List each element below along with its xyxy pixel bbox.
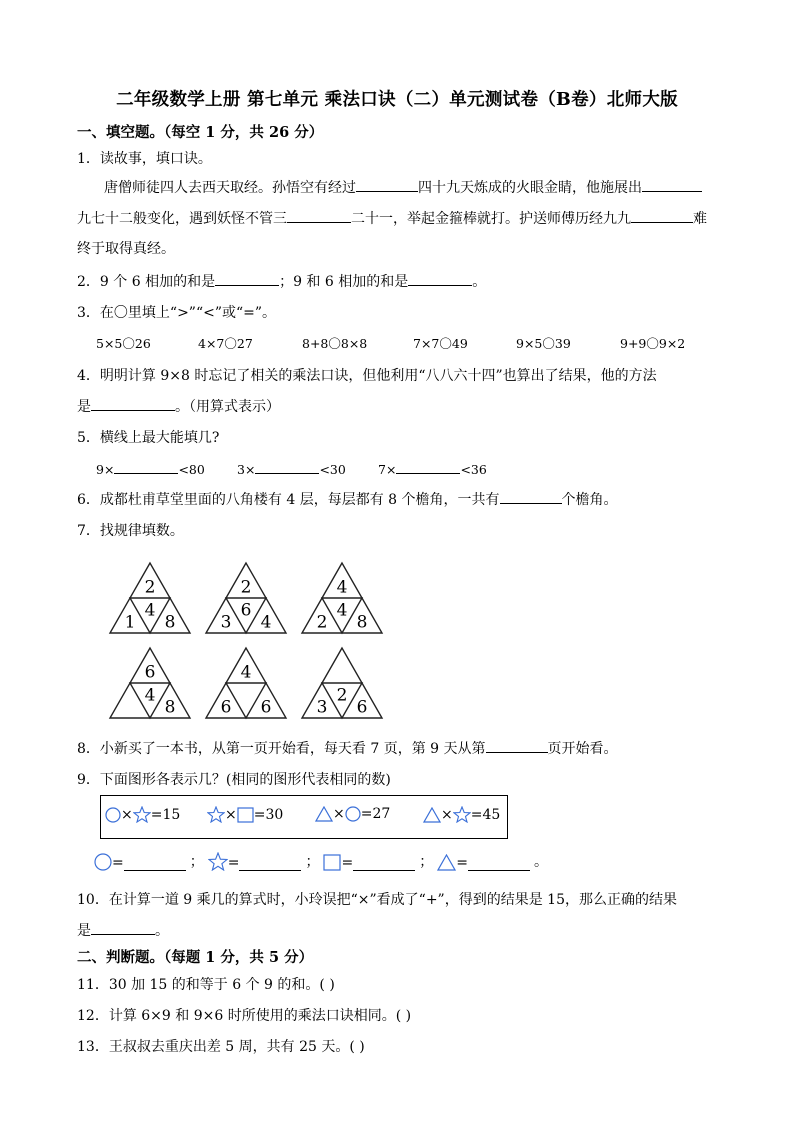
equals-sign: = — [456, 855, 468, 871]
square-icon — [237, 807, 254, 823]
q3-item-5[interactable]: 9×5〇39 — [516, 336, 571, 351]
triangle-icon — [437, 854, 456, 871]
q4-text-a: 是 — [77, 399, 91, 415]
q3-item-2[interactable]: 4×7〇27 — [198, 336, 253, 351]
number-triangle — [206, 648, 286, 718]
triangle-number-mid: 4 — [336, 600, 348, 621]
equation-1 — [105, 806, 180, 823]
q5-blank-3[interactable] — [396, 459, 460, 474]
circle-icon — [105, 807, 121, 823]
q1-text-e: 难 — [693, 211, 707, 227]
star-icon — [133, 806, 151, 823]
question-12[interactable]: 12．计算 6×9 和 9×6 时所使用的乘法口诀相同。( ) — [77, 1008, 412, 1024]
question-5-heading: 5．横线上最大能填几? — [77, 430, 220, 446]
period: 。 — [533, 854, 548, 870]
times-sign: × — [333, 806, 345, 822]
q8-blank[interactable] — [486, 738, 548, 753]
question-1-heading: 1．读故事，填口诀。 — [77, 151, 212, 167]
q6-text-a: 6．成都杜甫草堂里面的八角楼有 4 层，每层都有 8 个檐角，一共有 — [77, 492, 500, 508]
q3-item-1[interactable]: 5×5〇26 — [96, 336, 151, 351]
q10-text-a: 是 — [77, 923, 91, 939]
q10-text-b: 。 — [155, 923, 169, 939]
star-icon — [208, 852, 228, 871]
q3-item-6[interactable]: 9+9〇9×2 — [620, 336, 686, 351]
q5-item-2 — [237, 459, 346, 477]
q5-item-3 — [378, 459, 487, 477]
q2-text-a: 2．9 个 6 相加的和是 — [77, 274, 216, 290]
equals-sign: = — [227, 855, 240, 871]
q8-text-a: 8．小新买了一本书，从第一页开始看，每天看 7 页，第 9 天从第 — [77, 741, 486, 757]
question-1-line-3: 终于取得真经。 — [77, 241, 175, 257]
equals-sign: = — [341, 855, 354, 871]
q1-text-d: 二十一，举起金箍棒就打。护送师傅历经九九 — [351, 211, 631, 227]
question-8 — [77, 738, 618, 758]
question-11[interactable]: 11．30 加 15 的和等于 6 个 9 的和。( ) — [77, 977, 335, 993]
triangle-number-left: 2 — [316, 612, 328, 633]
number-triangle — [302, 648, 382, 718]
q5-item-1-right: <80 — [178, 462, 205, 477]
triangle-number-mid: 4 — [144, 600, 156, 621]
times-sign: × — [225, 806, 237, 823]
equation-2-result: =30 — [253, 806, 284, 823]
triangle-icon — [315, 806, 333, 822]
q5-blank-2[interactable] — [255, 459, 319, 474]
q2-text-c: 。 — [472, 274, 487, 290]
q8-text-b: 页开始看。 — [547, 741, 618, 757]
q4-blank[interactable] — [91, 396, 175, 411]
q2-blank-2[interactable] — [408, 271, 472, 286]
triangle-number-right: 8 — [356, 612, 368, 633]
q5-item-3-right: <36 — [460, 462, 487, 477]
separator: ； — [305, 854, 320, 870]
triangle-number-top: 2 — [240, 577, 252, 598]
number-triangle — [302, 563, 382, 633]
separator: ； — [189, 854, 204, 870]
q1-blank-1[interactable] — [356, 177, 418, 192]
q3-item-4[interactable]: 7×7〇49 — [413, 336, 468, 351]
times-sign: × — [121, 806, 133, 823]
star-answer-blank[interactable] — [239, 856, 301, 871]
triangle-number-right: 6 — [260, 697, 272, 718]
number-triangle — [110, 648, 190, 718]
section-1-heading: 一、填空题。（每空 1 分，共 26 分） — [77, 124, 324, 141]
triangle-number-mid: 2 — [336, 685, 348, 706]
square-icon — [323, 854, 341, 871]
triangle-number-right: 8 — [164, 697, 176, 718]
triangle-number-mid: 6 — [240, 600, 252, 621]
q6-text-b: 个檐角。 — [561, 492, 618, 508]
question-10-line-1: 10．在计算一道 9 乘几的算式时，小玲误把“×”看成了“+”，得到的结果是 15，那么正确的结果 — [77, 892, 677, 908]
triangle-number-left: 3 — [316, 697, 328, 718]
triangle-number-left: 1 — [124, 612, 136, 633]
triangle-number-right: 4 — [260, 612, 272, 633]
q10-blank[interactable] — [91, 920, 155, 935]
triangle-puzzles — [100, 555, 400, 725]
question-2 — [77, 271, 486, 291]
equals-sign: = — [112, 855, 124, 871]
number-triangle — [206, 563, 286, 633]
q1-blank-2[interactable] — [642, 177, 702, 192]
question-4-line-2 — [77, 396, 280, 416]
q2-text-b: ；9 和 6 相加的和是 — [279, 274, 409, 290]
q1-text-a: 唐僧师徒四人去西天取经。孙悟空有经过 — [104, 180, 356, 196]
question-13[interactable]: 13．王叔叔去重庆出差 5 周，共有 25 天。( ) — [77, 1039, 365, 1055]
star-icon — [453, 806, 471, 823]
q5-item-1-left: 9× — [96, 462, 115, 477]
q9-answers — [94, 851, 548, 871]
q1-blank-3[interactable] — [287, 208, 351, 223]
q3-item-3[interactable]: 8+8〇8×8 — [302, 336, 368, 351]
triangle-number-top: 2 — [144, 577, 156, 598]
square-answer-blank[interactable] — [353, 856, 415, 871]
circle-icon — [94, 853, 112, 871]
triangle-number-top: 4 — [336, 577, 348, 598]
q2-blank-1[interactable] — [215, 271, 279, 286]
q1-text-c: 九七十二般变化，遇到妖怪不管三 — [77, 211, 287, 227]
equation-2 — [207, 806, 283, 823]
triangle-number-left: 3 — [220, 612, 232, 633]
separator: ； — [419, 854, 434, 870]
star-icon — [207, 806, 225, 823]
question-4-line-1: 4．明明计算 9×8 时忘记了相关的乘法口诀，但他利用“八八六十四”也算出了结果，他的方法 — [77, 368, 657, 384]
triangle-number-top: 6 — [144, 662, 156, 683]
equation-4 — [423, 806, 500, 823]
equation-3 — [315, 806, 390, 822]
question-9-heading: 9．下面图形各表示几？(相同的图形代表相同的数) — [77, 772, 391, 788]
number-triangle — [110, 563, 190, 633]
triangle-number-right: 6 — [356, 697, 368, 718]
circle-answer-blank[interactable] — [124, 856, 186, 871]
circle-icon — [345, 806, 361, 822]
q1-blank-4[interactable] — [631, 208, 693, 223]
triangle-number-top: 4 — [240, 662, 252, 683]
q6-blank[interactable] — [500, 489, 562, 504]
q1-text-b: 四十九天炼成的火眼金睛，他施展出 — [418, 180, 642, 196]
q4-text-b: 。（用算式表示） — [175, 399, 280, 415]
equation-4-result: =45 — [470, 806, 501, 823]
times-sign: × — [441, 806, 453, 823]
question-1-line-1 — [104, 177, 702, 197]
section-2-heading: 二、判断题。（每题 1 分，共 5 分） — [77, 949, 314, 966]
triangle-number-right: 8 — [164, 612, 176, 633]
question-1-line-2 — [77, 208, 707, 228]
equation-3-result: =27 — [360, 806, 391, 822]
triangle-number-left: 6 — [220, 697, 232, 718]
question-7-heading: 7．找规律填数。 — [77, 523, 184, 539]
q5-item-2-right: <30 — [319, 462, 346, 477]
q5-item-1 — [96, 459, 205, 477]
triangle-answer-blank[interactable] — [468, 856, 530, 871]
question-6 — [77, 489, 618, 509]
q5-blank-1[interactable] — [114, 459, 178, 474]
triangle-icon — [423, 807, 441, 823]
q5-item-2-left: 3× — [237, 462, 256, 477]
shape-equations-box — [100, 795, 508, 839]
page-title: 二年级数学上册 第七单元 乘法口诀（二）单元测试卷（B卷）北师大版 — [116, 90, 678, 110]
triangle-number-mid: 4 — [144, 685, 156, 706]
question-3-heading: 3．在〇里填上“>”“<”或“=”。 — [77, 305, 277, 321]
q5-item-3-left: 7× — [378, 462, 397, 477]
question-10-line-2 — [77, 920, 169, 940]
equation-1-result: =15 — [150, 806, 181, 823]
